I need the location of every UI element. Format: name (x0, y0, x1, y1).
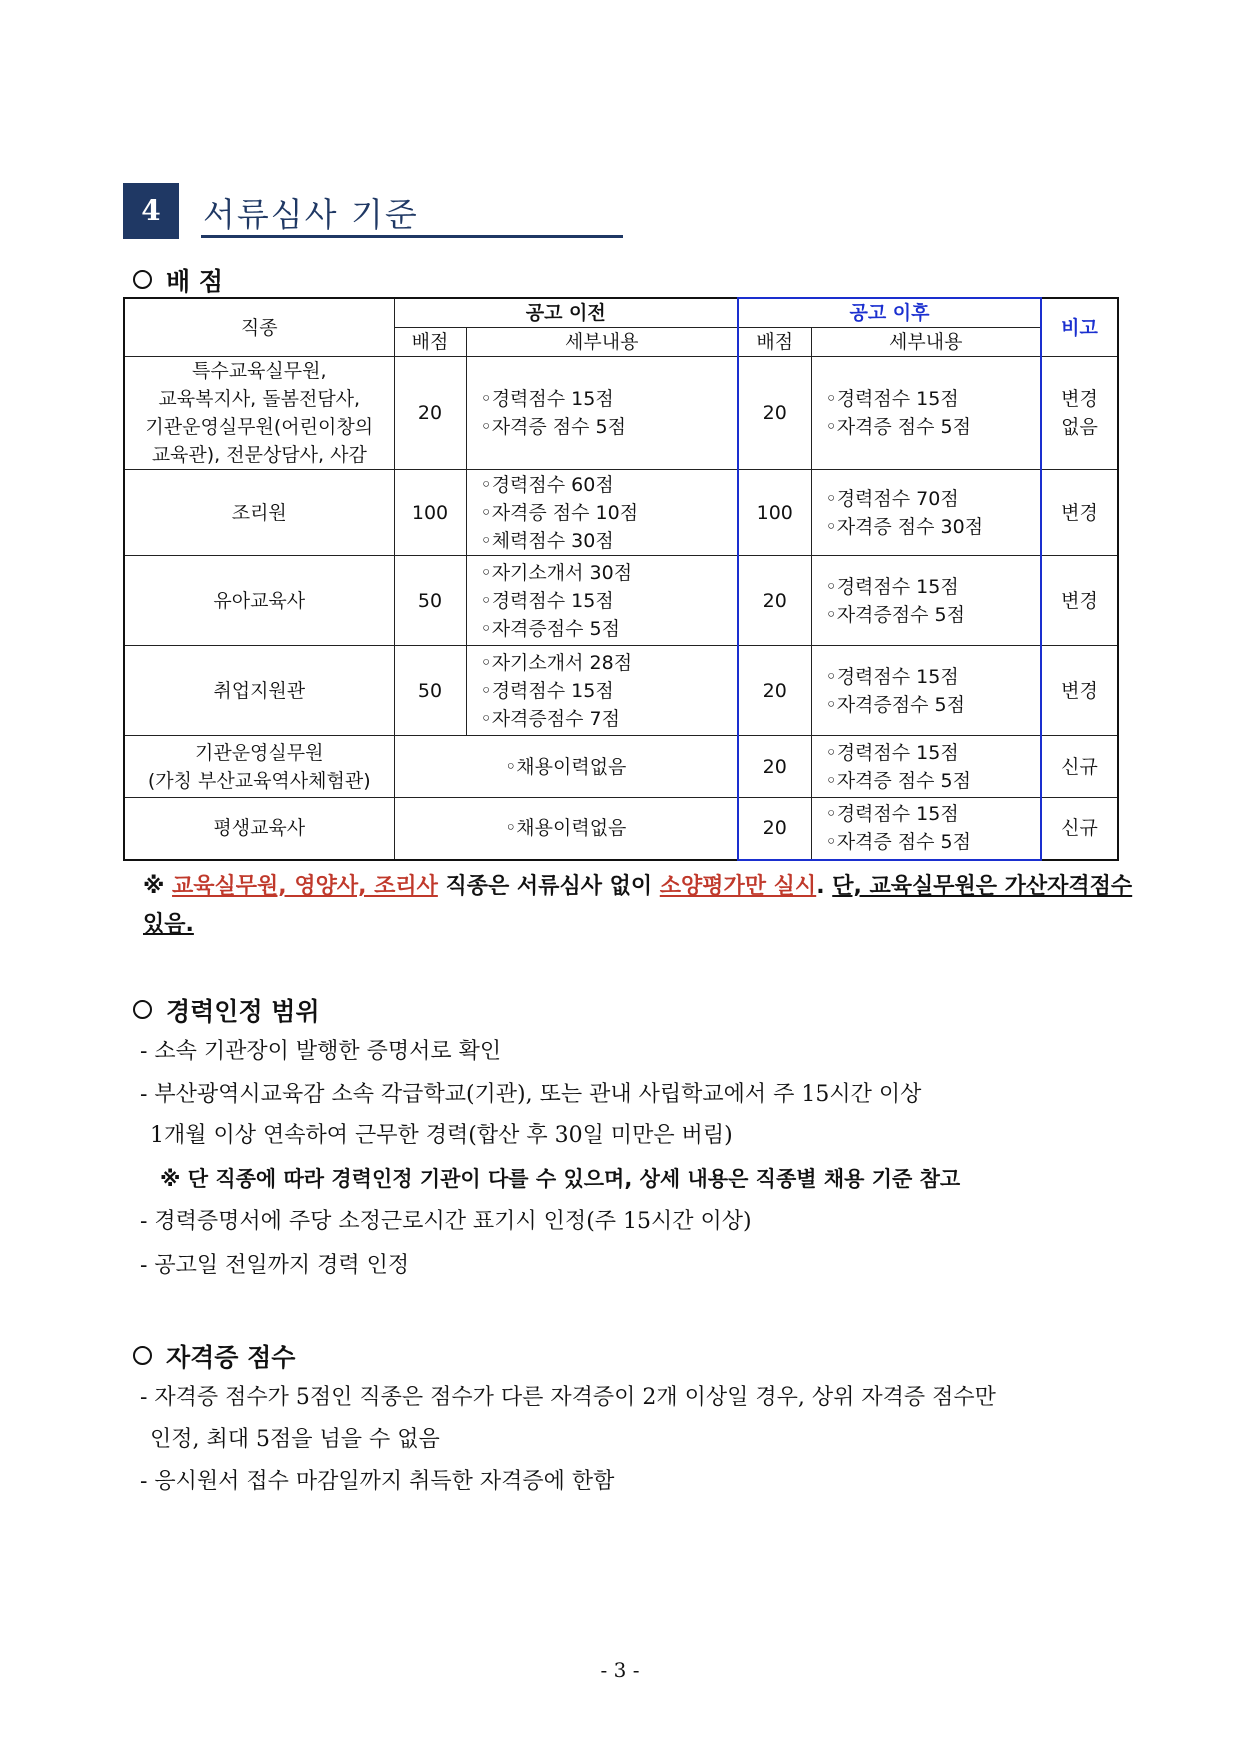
after-detail-cell-line: ◦경력점수 15점 (825, 741, 959, 764)
job-cell (124, 556, 394, 646)
table-row (124, 646, 1118, 736)
before-detail-cell (466, 556, 738, 646)
note-cell-line: 신규 (1061, 755, 1098, 778)
after-score-cell: 20 (738, 798, 811, 860)
after-detail-cell-line: ◦자격증 점수 5점 (825, 831, 971, 854)
notice-underlined: 단, 교육실무원은 가산자격점수 있음. (143, 874, 1133, 937)
table-row (124, 798, 1118, 860)
subheading-text: 자격증 점수 (166, 1343, 296, 1372)
after-detail-cell-line: ◦자격증 점수 30점 (825, 515, 984, 538)
job-cell (124, 646, 394, 736)
table-row (124, 736, 1118, 798)
job-cell (124, 470, 394, 556)
circle-bullet-icon (133, 1000, 152, 1019)
table-row (124, 357, 1118, 470)
after-score-cell: 20 (738, 736, 811, 798)
job-cell-line: 기관운영실무원(어린이창의 (145, 416, 374, 438)
section-header (123, 183, 623, 239)
before-detail-cell (466, 646, 738, 736)
before-detail-cell-line: ◦자기소개서 30점 (480, 561, 633, 584)
before-detail-cell-line: ◦경력점수 15점 (480, 679, 614, 702)
job-cell-line: 기관운영실무원 (195, 741, 324, 764)
after-detail-cell (811, 736, 1041, 798)
subheading-cert (133, 1338, 295, 1374)
after-detail-cell-line: ◦자격증점수 5점 (825, 603, 965, 626)
after-detail-cell-line: ◦자격증 점수 5점 (825, 416, 971, 438)
before-merged-cell: ◦채용이력없음 (394, 798, 738, 860)
career-line: - 부산광역시교육감 소속 각급학교(기관), 또는 관내 사립학교에서 주 15시간 이상 (140, 1082, 922, 1107)
subheading-text: 경력인정 범위 (166, 997, 320, 1026)
after-detail-cell-line: ◦경력점수 15점 (825, 665, 959, 688)
table-row (124, 470, 1118, 556)
before-detail-cell-line: ◦자기소개서 28점 (480, 651, 633, 674)
after-detail-cell-line: ◦자격증점수 5점 (825, 693, 965, 716)
circle-bullet-icon (133, 270, 152, 289)
note-cell-line: 변경 (1061, 679, 1098, 702)
cert-line: 인정, 최대 5점을 넘을 수 없음 (150, 1427, 440, 1452)
score-table (123, 297, 1119, 861)
before-detail-cell-line: ◦자격증점수 5점 (480, 617, 620, 640)
after-score-cell: 20 (738, 646, 811, 736)
before-detail-cell (466, 470, 738, 556)
note-cell (1041, 357, 1118, 470)
after-score-cell: 100 (738, 470, 811, 556)
header-before: 공고 이전 (394, 298, 738, 328)
before-detail-cell (466, 357, 738, 470)
after-detail-cell-line: ◦경력점수 15점 (825, 803, 959, 826)
job-cell-line: 평생교육사 (213, 817, 306, 840)
after-detail-cell-line: ◦경력점수 15점 (825, 575, 959, 598)
after-detail-cell-line: ◦경력점수 70점 (825, 487, 959, 510)
section-title: 서류심사 기준 (203, 195, 419, 234)
subheading-score (133, 262, 223, 298)
notice-text (143, 868, 1133, 944)
note-cell-line: 신규 (1061, 817, 1098, 840)
notice-text-1: 직종은 서류심사 없이 (437, 874, 660, 899)
notice-red-jobs: 교육실무원, 영양사, 조리사 (172, 874, 438, 899)
job-cell-line: 교육복지사, 돌봄전담사, (158, 388, 361, 410)
header-after-detail: 세부내용 (811, 328, 1041, 357)
job-cell-line: 취업지원관 (213, 679, 306, 702)
note-cell-line: 변경 (1061, 501, 1098, 524)
notice-mark: ※ (143, 874, 173, 899)
before-detail-cell-line: ◦경력점수 15점 (480, 589, 614, 612)
header-after-score: 배점 (738, 328, 811, 357)
before-detail-cell-line: ◦체력점수 30점 (480, 529, 614, 552)
career-line: - 경력증명서에 주당 소정근로시간 표기시 인정(주 15시간 이상) (140, 1209, 752, 1234)
note-cell (1041, 646, 1118, 736)
after-detail-cell (811, 646, 1041, 736)
notice-red-eval: 소양평가만 실시 (659, 874, 817, 899)
circle-bullet-icon (133, 1346, 152, 1365)
job-cell (124, 798, 394, 860)
job-cell-line: 조리원 (231, 501, 287, 524)
before-score-cell: 50 (394, 646, 466, 736)
table-row (124, 556, 1118, 646)
cert-line: - 자격증 점수가 5점인 직종은 점수가 다른 자격증이 2개 이상일 경우, 상위 자격증 점수만 (140, 1385, 996, 1410)
subheading-text: 배 점 (166, 267, 224, 296)
page-number: - 3 - (600, 1658, 640, 1682)
job-cell-line: 교육관), 전문상담사, 사감 (151, 444, 367, 466)
note-cell (1041, 556, 1118, 646)
note-cell-line: 없음 (1061, 416, 1098, 438)
after-detail-cell (811, 798, 1041, 860)
before-detail-cell-line: ◦경력점수 15점 (480, 388, 614, 410)
section-number: 4 (123, 183, 179, 239)
before-score-cell: 100 (394, 470, 466, 556)
career-note: ※ 단 직종에 따라 경력인정 기관이 다를 수 있으며, 상세 내용은 직종별 채용 기준 참고 (160, 1167, 961, 1191)
before-detail-cell-line: ◦자격증 점수 10점 (480, 501, 639, 524)
job-cell-line: 특수교육실무원, (191, 360, 327, 382)
job-cell-line: 유아교육사 (213, 589, 306, 612)
after-detail-cell-line: ◦자격증 점수 5점 (825, 769, 971, 792)
after-detail-cell (811, 357, 1041, 470)
job-cell (124, 736, 394, 798)
note-cell-line: 변경 (1061, 388, 1098, 410)
note-cell (1041, 470, 1118, 556)
after-detail-cell (811, 470, 1041, 556)
note-cell-line: 변경 (1061, 589, 1098, 612)
header-job: 직종 (124, 298, 394, 357)
after-detail-cell (811, 556, 1041, 646)
note-cell (1041, 798, 1118, 860)
job-cell-line: (가칭 부산교육역사체험관) (147, 769, 371, 792)
after-score-cell: 20 (738, 357, 811, 470)
header-before-detail: 세부내용 (466, 328, 738, 357)
before-detail-cell-line: ◦자격증 점수 5점 (480, 416, 626, 438)
job-cell (124, 357, 394, 470)
before-detail-cell-line: ◦경력점수 60점 (480, 473, 614, 496)
before-score-cell: 50 (394, 556, 466, 646)
note-cell (1041, 736, 1118, 798)
career-line: - 공고일 전일까지 경력 인정 (140, 1253, 410, 1278)
career-line: 1개월 이상 연속하여 근무한 경력(합산 후 30일 미만은 버림) (150, 1123, 733, 1148)
before-detail-cell-line: ◦자격증점수 7점 (480, 707, 620, 730)
notice-text-2: . (816, 874, 833, 899)
section-underline (201, 235, 623, 238)
before-merged-cell: ◦채용이력없음 (394, 736, 738, 798)
after-score-cell: 20 (738, 556, 811, 646)
cert-line: - 응시원서 접수 마감일까지 취득한 자격증에 한함 (140, 1469, 615, 1494)
before-score-cell: 20 (394, 357, 466, 470)
subheading-career (133, 992, 320, 1028)
career-line: - 소속 기관장이 발행한 증명서로 확인 (140, 1039, 502, 1064)
header-before-score: 배점 (394, 328, 466, 357)
header-note: 비고 (1041, 298, 1118, 357)
header-after: 공고 이후 (738, 298, 1041, 328)
after-detail-cell-line: ◦경력점수 15점 (825, 388, 959, 410)
